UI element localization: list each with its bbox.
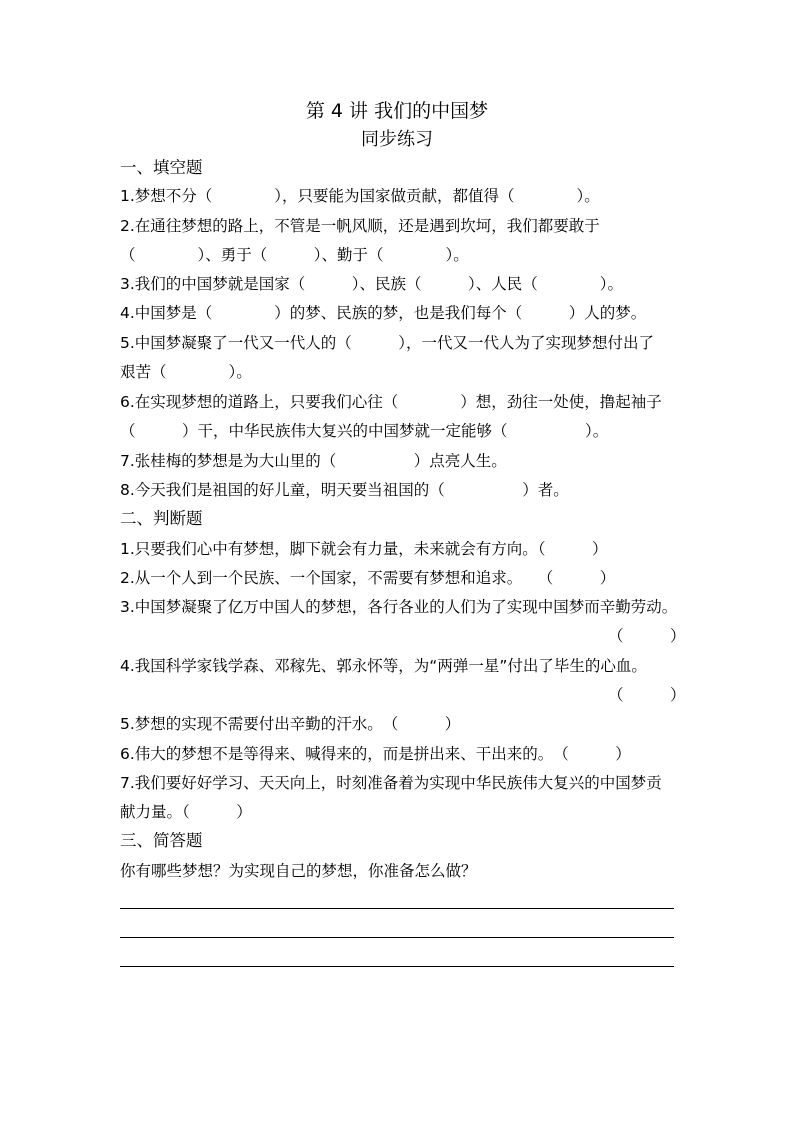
fill-question-5: 5.中国梦凝聚了一代又一代人的（ ），一代又一代人为了实现梦想付出了 [120,334,655,352]
judge-question-3: 3.中国梦凝聚了亿万中国人的梦想，各行各业的人们为了实现中国梦而辛勤劳动。 [120,598,678,616]
page-title: 第 4 讲 我们的中国梦 [305,100,489,122]
section-heading-fill: 一、填空题 [120,158,203,177]
judge-question-6: 6.伟大的梦想不是等得来、喊得来的，而是拼出来、干出来的。 （ ） [120,745,631,763]
section-heading-judge: 二、判断题 [120,509,203,528]
judge-question-3-answer: （ ） [608,627,686,645]
judge-question-7-cont: 献力量。（ ） [120,803,252,821]
short-question: 你有哪些梦想？为实现自己的梦想，你准备怎么做？ [120,862,477,880]
judge-question-7: 7.我们要好好学习、天天向上，时刻准备着为实现中华民族伟大复兴的中国梦贡 [120,774,662,792]
fill-question-6-cont: （ ）干，中华民族伟大复兴的中国梦就一定能够（ ）。 [120,422,609,440]
answer-line-3[interactable] [120,966,674,967]
fill-question-8: 8.今天我们是祖国的好儿童，明天要当祖国的（ ）者。 [120,481,569,499]
answer-line-1[interactable] [120,908,674,909]
judge-question-5: 5.梦想的实现不需要付出辛勤的汗水。 （ ） [120,715,461,733]
judge-question-2: 2.从一个人到一个民族、一个国家，不需要有梦想和追求。 （ ） [120,569,616,587]
fill-question-1: 1.梦想不分（ ），只要能为国家做贡献，都值得（ ）。 [120,187,600,205]
page-subtitle: 同步练习 [361,129,433,150]
fill-question-2-cont: （ ）、勇于（ ）、勤于（ ）。 [120,246,469,264]
fill-question-2: 2.在通往梦想的路上，不管是一帆风顺，还是遇到坎坷，我们都要敢于 [120,217,600,235]
fill-question-4: 4.中国梦是（ ）的梦、民族的梦，也是我们每个（ ）人的梦。 [120,304,647,322]
fill-question-5-cont: 艰苦（ ）。 [120,363,252,381]
judge-question-1: 1.只要我们心中有梦想，脚下就会有力量，未来就会有方向。（ ） [120,540,608,558]
fill-question-6: 6.在实现梦想的道路上，只要我们心往（ ）想，劲往一处使，撸起袖子 [120,393,662,411]
fill-question-7: 7.张桂梅的梦想是为大山里的（ ）点亮人生。 [120,452,507,470]
section-heading-short: 三、简答题 [120,831,203,850]
answer-line-2[interactable] [120,937,674,938]
judge-question-4-answer: （ ） [608,686,686,704]
fill-question-3: 3.我们的中国梦就是国家（ ）、民族（ ）、人民（ ）。 [120,275,624,293]
judge-question-4: 4.我国科学家钱学森、邓稼先、郭永怀等，为“两弹一星”付出了毕生的心血。 [120,657,647,675]
